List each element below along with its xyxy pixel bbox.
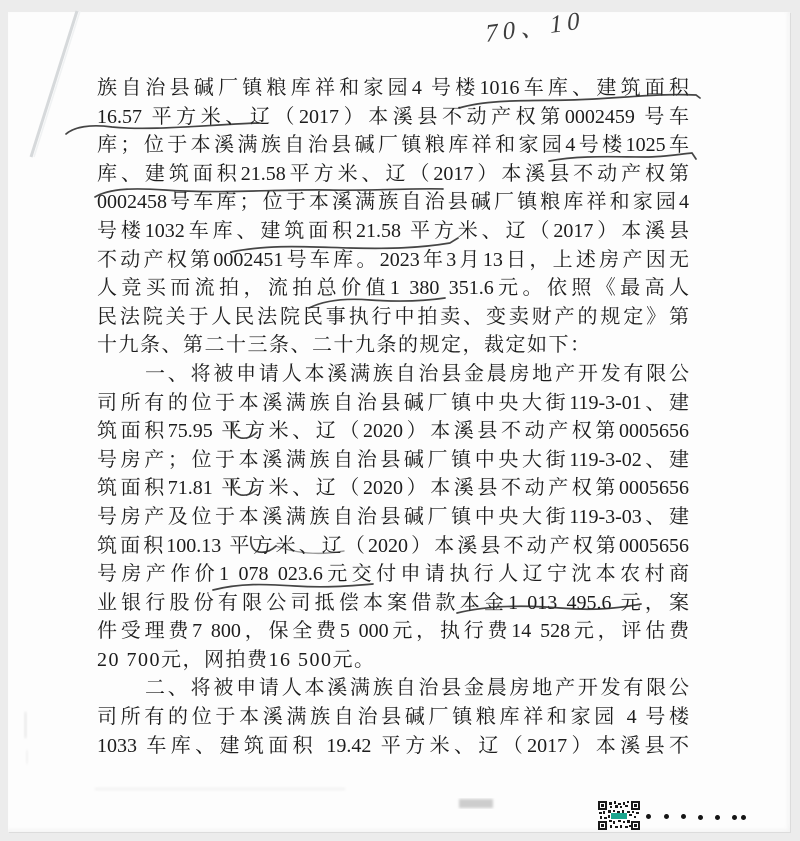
document-line: 库、建筑面积21.58平方米、辽（2017）本溪县不动产权第 [97, 162, 689, 185]
document-line: 族自治县碱厂镇粮库祥和家园4 号楼1016车库、建筑面积 [97, 77, 689, 99]
document-line: 一、将被申请人本溪满族自治县金晨房地产开发有限公 [145, 362, 689, 385]
document-line: 二、将被申请人本溪满族自治县金晨房地产开发有限公 [145, 677, 689, 700]
dot [681, 814, 686, 819]
handwritten-note: 70、10 [484, 7, 586, 48]
document-line: 民法院关于人民法院民事执行中拍卖、变卖财产的规定》第 [97, 305, 689, 328]
document-line: 业银行股份有限公司抵偿本案借款本金1 013 495.6 元，案 [97, 591, 689, 614]
document-line: 筑面积71.81 平方米、辽（2020）本溪县不动产权第0005656 [97, 477, 689, 500]
document-line: 0002458号车库；位于本溪满族自治县碱厂镇粮库祥和家园4 [97, 191, 689, 214]
document-line: 库；位于本溪满族自治县碱厂镇粮库祥和家园4号楼1025车 [97, 134, 689, 157]
document-line: 司所有的位于本溪满族自治县碱厂镇粮库祥和家园 4 号楼 [97, 706, 689, 729]
document-line: 筑面积100.13 平方米、辽（2020）本溪县不动产权第0005656 [97, 534, 689, 557]
document-line: 20 700元，网拍费16 500元。 [97, 648, 376, 671]
dot [741, 815, 746, 820]
document-line: 筑面积75.95 平方米、辽（2020）本溪县不动产权第0005656 [97, 420, 689, 443]
document-line: 号楼1032车库、建筑面积21.58 平方米、辽（2017）本溪县 [97, 219, 689, 242]
document-line: 司所有的位于本溪满族自治县碱厂镇中央大街119-3-01、建 [97, 391, 689, 414]
document-line: 16.57 平方米、辽（2017）本溪县不动产权第0002459 号车 [97, 105, 689, 128]
dot [715, 815, 720, 820]
dot [732, 815, 737, 820]
document-line: 不动产权第0002451号车库。2023年3月13日，上述房产因无 [97, 248, 689, 271]
document-line: 号房产作价1 078 023.6元交付申请执行人辽宁沈本农村商 [97, 563, 689, 586]
document-line: 号房产及位于本溪满族自治县碱厂镇中央大街119-3-03、建 [97, 505, 689, 528]
dot [646, 814, 651, 819]
document-line: 1033 车库、建筑面积 19.42 平方米、辽（2017）本溪县不 [97, 734, 689, 757]
document-line: 十九条、第二十三条、二十九条的规定，裁定如下： [97, 334, 592, 357]
dot [664, 814, 669, 819]
dot [698, 815, 703, 820]
document-line: 人竞买而流拍，流拍总价值1 380 351.6元。依照《最高人 [97, 277, 689, 300]
document-line: 件受理费7 800，保全费5 000元，执行费14 528元，评估费 [97, 620, 689, 643]
document-line: 号房产；位于本溪满族自治县碱厂镇中央大街119-3-02、建 [97, 448, 689, 471]
